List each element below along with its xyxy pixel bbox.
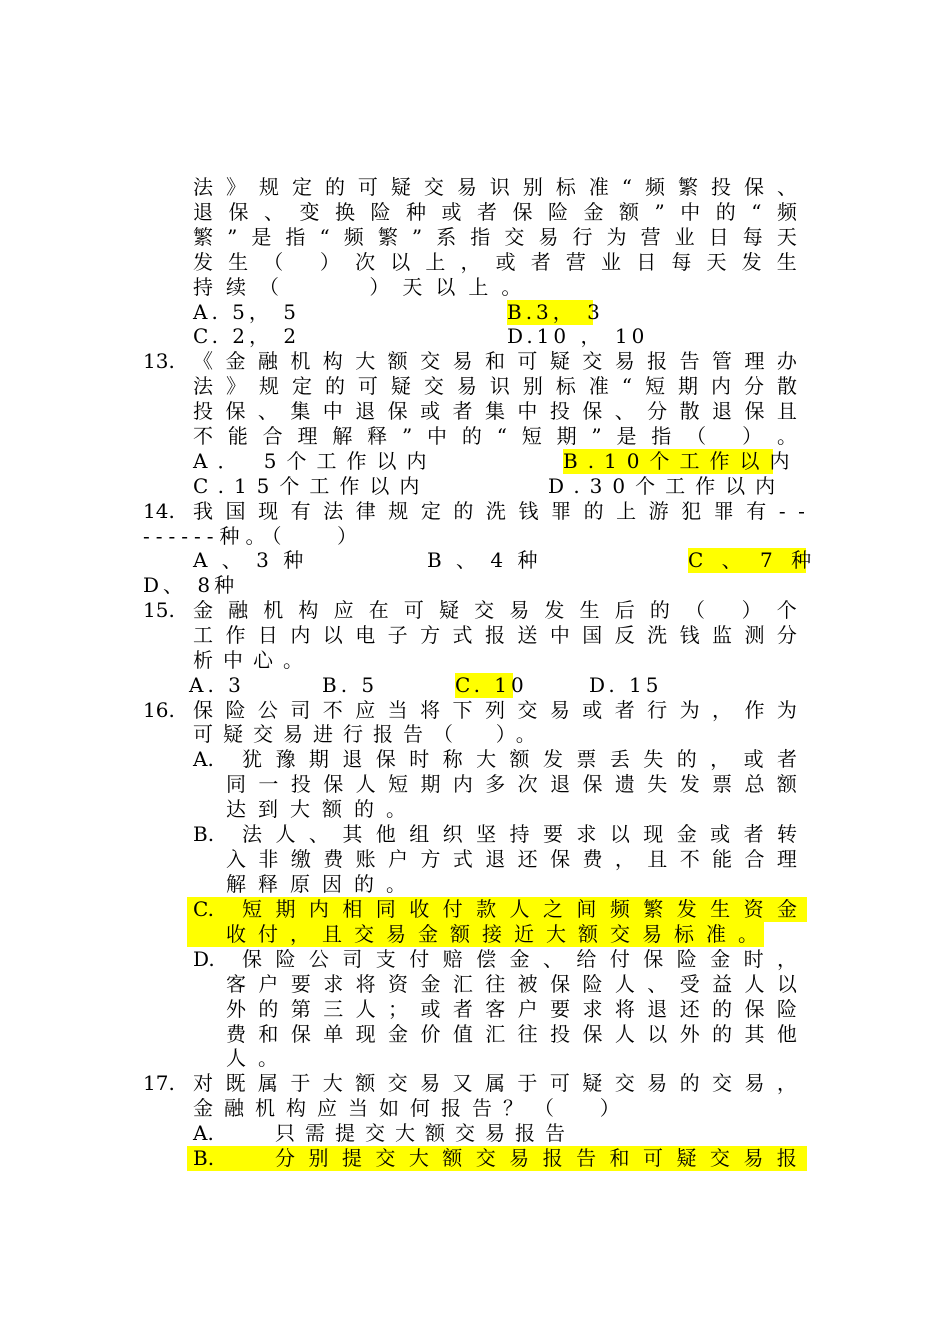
- q13-line-2: 法 》 规 定 的 可 疑 交 易 识 别 标 准 “ 短 期 内 分 散: [193, 374, 797, 398]
- q15-line-2: 工 作 日 内 以 电 子 方 式 报 送 中 国 反 洗 钱 监 测 分: [193, 623, 797, 647]
- q16-option-d-label: D.: [193, 947, 215, 971]
- q13-line-1: 《 金 融 机 构 大 额 交 易 和 可 疑 交 易 报 告 管 理 办: [193, 349, 797, 373]
- q16-line-2: 可疑交易进行报告（ ）。: [193, 722, 546, 746]
- q16-option-a-line-3: 达到大额的。: [226, 797, 418, 821]
- q16-option-a-line-2: 同 一 投 保 人 短 期 内 多 次 退 保 遗 失 发 票 总 额: [226, 772, 797, 796]
- q17-number: 17.: [143, 1071, 175, 1095]
- q13-option-a: A． 5个工作以内: [193, 449, 437, 473]
- q12-line-4: 发 生 （ ） 次 以 上 ， 或 者 营 业 日 每 天 发 生: [193, 250, 797, 274]
- q16-option-d-line-3: 外 的 第 三 人 ； 或 者 客 户 要 求 将 退 还 的 保 险: [226, 997, 797, 1021]
- q15-line-3: 析中心。: [193, 648, 313, 672]
- q16-option-d-line-5: 人。: [226, 1046, 290, 1070]
- q13-line-3: 投 保 、 集 中 退 保 或 者 集 中 投 保 、 分 散 退 保 且: [193, 399, 797, 423]
- q16-option-c-label: C.: [193, 897, 214, 921]
- q14-option-d: D、 8种: [143, 573, 239, 597]
- q12-option-c: C. 2， 2: [193, 324, 301, 348]
- q14-line-2: ------种。（ ）: [143, 524, 363, 548]
- q16-option-d-line-1: 保 险 公 司 支 付 赔 偿 金 、 给 付 保 险 金 时 ，: [242, 947, 797, 971]
- q14-option-b: B 、 4 种: [427, 548, 542, 572]
- q16-option-b-line-2: 入 非 缴 费 账 户 方 式 退 还 保 费 ， 且 不 能 合 理: [226, 847, 797, 871]
- q13-line-4: 不 能 合 理 解 释 ” 中 的 “ 短 期 ” 是 指 （ ） 。: [193, 424, 797, 448]
- q17-option-b-answer: 分 别 提 交 大 额 交 易 报 告 和 可 疑 交 易 报: [275, 1146, 797, 1170]
- q13-option-d: D.30个工作以内: [548, 474, 786, 498]
- q13-number: 13.: [143, 349, 175, 373]
- q16-option-d-line-4: 费 和 保 单 现 金 价 值 汇 往 投 保 人 以 外 的 其 他: [226, 1022, 797, 1046]
- q12-option-d: D.10 ， 10: [507, 324, 649, 348]
- q16-option-b-line-1: 法 人 、 其 他 组 织 坚 持 要 求 以 现 金 或 者 转: [242, 822, 797, 846]
- q14-option-a: A 、 3 种: [193, 548, 308, 572]
- q17-option-a-label: A.: [193, 1121, 214, 1145]
- q17-line-1: 对 既 属 于 大 额 交 易 又 属 于 可 疑 交 易 的 交 易 ，: [193, 1071, 797, 1095]
- q15-option-c-answer: C. 10: [455, 673, 528, 697]
- q16-number: 16.: [143, 698, 175, 722]
- q14-number: 14.: [143, 499, 175, 523]
- q12-option-a: A. 5， 5: [193, 300, 300, 324]
- q14-option-c-answer: C 、 7 种: [688, 548, 818, 572]
- q17-option-b-label: B.: [193, 1146, 215, 1170]
- q15-option-a: A. 3: [189, 673, 245, 697]
- q17-option-a: 只需提交大额交易报告: [275, 1121, 575, 1145]
- q13-option-c: C.15个工作以内: [193, 474, 430, 498]
- q16-option-c-line-1-answer: 短 期 内 相 同 收 付 款 人 之 间 频 繁 发 生 资 金: [242, 897, 797, 921]
- q16-option-d-line-2: 客 户 要 求 将 资 金 汇 往 被 保 险 人 、 受 益 人 以: [226, 972, 797, 996]
- q13-option-b-answer: B.10个工作以内: [563, 449, 800, 473]
- q16-option-a-line-1: 犹 豫 期 退 保 时 称 大 额 发 票 丢 失 的 ， 或 者: [242, 747, 797, 771]
- q16-line-1: 保 险 公 司 不 应 当 将 下 列 交 易 或 者 行 为 ， 作 为: [193, 698, 797, 722]
- q15-option-d: D. 15: [589, 673, 663, 697]
- q12-line-2: 退 保 、 变 换 险 种 或 者 保 险 金 额 ” 中 的 “ 频: [193, 200, 797, 224]
- q15-number: 15.: [143, 598, 175, 622]
- q15-option-b: B. 5: [322, 673, 379, 697]
- q12-option-b-answer: B.3， 3: [507, 300, 604, 324]
- q12-line-1: 法 》 规 定 的 可 疑 交 易 识 别 标 准 “ 频 繁 投 保 、: [193, 175, 797, 199]
- q16-option-a-label: A.: [193, 747, 214, 771]
- q12-line-5: 持续（ ）天以上。: [193, 275, 535, 299]
- q15-line-1: 金 融 机 构 应 在 可 疑 交 易 发 生 后 的 （ ） 个: [193, 598, 797, 622]
- q14-line-1: 我 国 现 有 法 律 规 定 的 洗 钱 罪 的 上 游 犯 罪 有 - -: [193, 499, 805, 523]
- q16-option-b-label: B.: [193, 822, 215, 846]
- q16-option-b-line-3: 解释原因的。: [226, 872, 418, 896]
- q16-option-c-line-2-answer: 收 付 ， 且 交 易 金 额 接 近 大 额 交 易 标 准 。: [226, 922, 758, 946]
- q17-line-2: 金融机构应当如何报告？（ ）: [193, 1096, 631, 1120]
- q12-line-3: 繁 ” 是 指 “ 频 繁 ” 系 指 交 易 行 为 营 业 日 每 天: [193, 225, 797, 249]
